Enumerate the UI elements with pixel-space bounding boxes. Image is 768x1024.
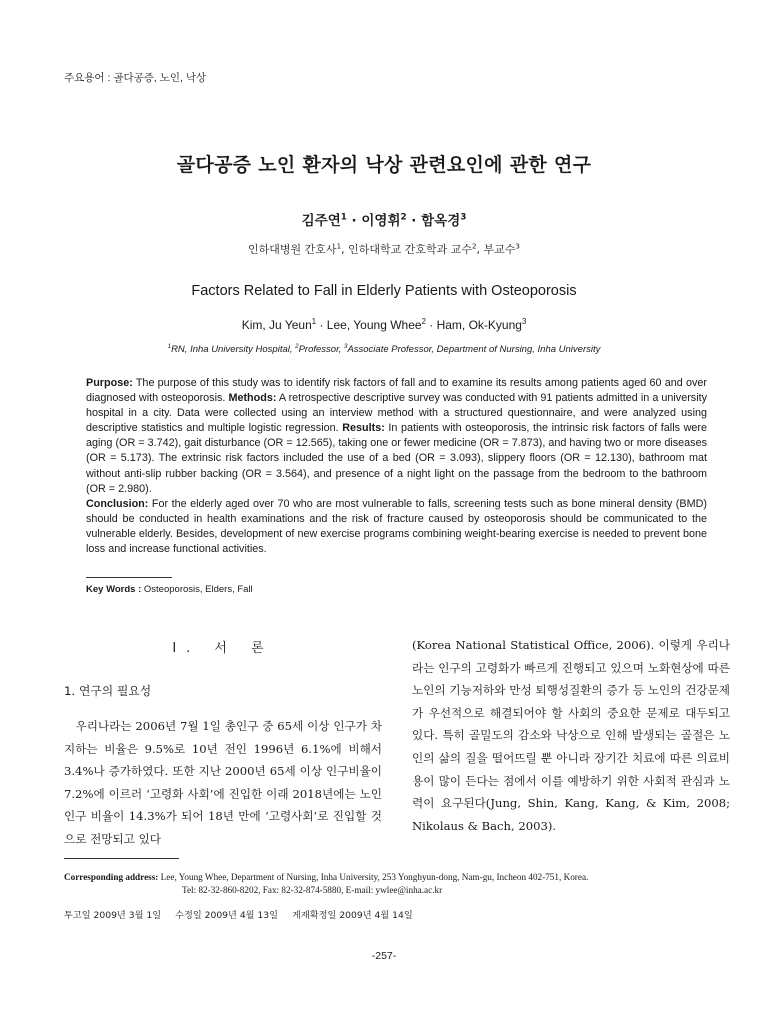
- paper-title-english: Factors Related to Fall in Elderly Patients with Osteoporosis: [191, 283, 577, 299]
- affiliation-marker: 3: [521, 317, 527, 326]
- section-heading-introduction: I. 서 론: [172, 641, 274, 656]
- date-revised: 수정일 2009년 4월 13일: [175, 910, 279, 921]
- affiliation-text: , 부교수: [476, 243, 516, 256]
- affiliation-marker: 2: [471, 241, 477, 251]
- body-column-right: [412, 634, 730, 837]
- korean-keywords: 주요용어 : 골다공증, 노인, 낙상: [64, 72, 207, 84]
- affiliation-marker: 1: [311, 317, 317, 326]
- page-number: -257-: [371, 950, 397, 962]
- affiliation-text: 인하대병원 간호사: [248, 243, 337, 256]
- affiliation-marker: 3: [515, 241, 520, 251]
- abstract-purpose-text: The purpose of this study was to identify risk factors of fall and to examine its results among patients aged 60 and over diagnosed with osteoporosis.: [86, 377, 707, 405]
- author-name: Ham, Ok-Kyung: [436, 318, 522, 332]
- keywords-label: Key Words :: [86, 584, 142, 595]
- author-separator: ·: [316, 318, 327, 332]
- date-submitted: 투고일 2009년 3월 1일: [64, 910, 162, 921]
- author-name: 함옥경: [421, 213, 461, 229]
- abstract-conclusion-label: Conclusion:: [86, 497, 149, 510]
- abstract-results-text: In patients with osteoporosis, the intrinsic risk factors of falls were aging (OR = 3.742), gait disturbance (OR = 12.565), taking one or fewer medicine (OR = 7.873), and having two or more diseases (OR = 5.173). The extrinsic risk factors included the use of a bed (OR = 3.093), slippery floors (OR = 12.130), bathroom mat without anti-slip rubber backing (OR = 3.564), and presence of a night light on the passage from the bedroom to the bathroom (OR = 2.980).: [86, 422, 707, 495]
- affiliation-marker: 1: [340, 212, 347, 223]
- affiliations-korean: [0, 241, 768, 257]
- author-name: Lee, Young Whee: [326, 318, 422, 332]
- abstract-purpose-label: Purpose:: [86, 377, 133, 389]
- abstract-methods-text: A retrospective descriptive survey was conducted with 91 patients admitted in a university hospital in a city. Data were collected using an interview method with a structured questionnaire, and were analyzed using descriptive statistics and multiple logistic regression.: [86, 392, 707, 435]
- paper-title-korean: 골다공증 노인 환자의 낙상 관련요인에 관한 연구: [176, 154, 592, 176]
- date-accepted: 게재확정일 2009년 4월 14일: [292, 910, 413, 921]
- author-name: Kim, Ju Yeun: [241, 318, 312, 332]
- subsection-heading-need: 1. 연구의 필요성: [64, 684, 152, 698]
- affiliations-english: [0, 344, 768, 355]
- author-separator: ·: [406, 213, 422, 229]
- body-column-left: [64, 715, 382, 851]
- affiliation-marker: 2: [400, 212, 407, 223]
- affiliation-text: Associate Professor, Department of Nursing, Inha University: [347, 344, 601, 355]
- affiliation-marker: 3: [344, 342, 348, 350]
- publication-dates: [64, 907, 427, 921]
- corresponding-address-text: Lee, Young Whee, Department of Nursing, Inha University, 253 Yonghyun-dong, Nam-gu, Incheon 402-751, Korea.: [158, 872, 589, 882]
- author-name: 김주연: [301, 213, 341, 229]
- footnote-divider: [64, 858, 179, 859]
- corresponding-contact: Tel: 82-32-860-8202, Fax: 82-32-874-5880, E-mail: ywlee@inha.ac.kr: [182, 884, 443, 895]
- corresponding-address: [64, 871, 728, 896]
- corresponding-label: Corresponding address:: [64, 872, 159, 882]
- keywords-divider: [86, 577, 172, 578]
- authors-english: [0, 318, 768, 332]
- keywords-english: [86, 584, 253, 595]
- affiliation-marker: 3: [460, 212, 467, 223]
- abstract-results-label: Results:: [342, 422, 385, 435]
- affiliation-marker: 2: [295, 342, 299, 350]
- authors-korean: [0, 209, 768, 229]
- keywords-text: Osteoporosis, Elders, Fall: [141, 584, 253, 595]
- abstract: [86, 376, 707, 557]
- affiliation-marker: 2: [421, 317, 426, 326]
- abstract-methods-label: Methods:: [228, 392, 277, 405]
- affiliation-text: , 인하대학교 간호학과 교수: [341, 243, 472, 256]
- affiliation-text: Professor,: [298, 344, 344, 355]
- author-separator: ·: [425, 318, 437, 332]
- author-separator: ·: [346, 213, 362, 229]
- affiliation-marker: 1: [336, 241, 342, 251]
- affiliation-text: RN, Inha University Hospital,: [171, 344, 296, 355]
- body-paragraph: (Korea National Statistical Office, 2006). 이렇게 우리나라는 인구의 고령화가 빠르게 진행되고 있으며 노화현상에 따른 노인의 기능저하와 만성 퇴행성질환의 증가 등 노인의 건강문제가 우선적으로 해결되어야 할 사회의 중요한 문제로 대두되고 있다. 특히 골밀도의 감소와 낙상으로 인해 발생되는 골절은 노인의 삶의 질을 떨어뜨릴 뿐 아니라 장기간 치료에 따른 의료비용이 많이 든다는 점에서 이를 예방하기 위한 사회적 관심과 노력이 요구된다(Jung, Shin, Kang, Kang, & Kim, 2008; Nikolaus & Bach, 2003).: [412, 638, 730, 833]
- affiliation-marker: 1: [167, 342, 172, 350]
- body-paragraph: 우리나라는 2006년 7월 1일 총인구 중 65세 이상 인구가 차지하는 비율은 9.5%로 10년 전인 1996년 6.1%에 비해서 3.4%나 증가하였다. 또한 지난 2000년 65세 이상 인구비율이 7.2%에 이르러 ‘고령화 사회’에 진입한 이래 2018년에는 노인인구 비율이 14.3%가 되어 18년 만에 ‘고령사회’로 진입할 것으로 전망되고 있다: [64, 719, 382, 846]
- author-name: 이영휘: [361, 213, 401, 229]
- abstract-conclusion-text: For the elderly aged over 70 who are most vulnerable to falls, screening tests such as bone mineral density (BMD) should be conducted in health examinations and the risk of fracture caused by osteoporosis should be communicated to the vulnerable elderly. Besides, development of new exercise programs combining weight-bearing exercise is needed to prevent bone loss and increase functional activities.: [86, 497, 707, 556]
